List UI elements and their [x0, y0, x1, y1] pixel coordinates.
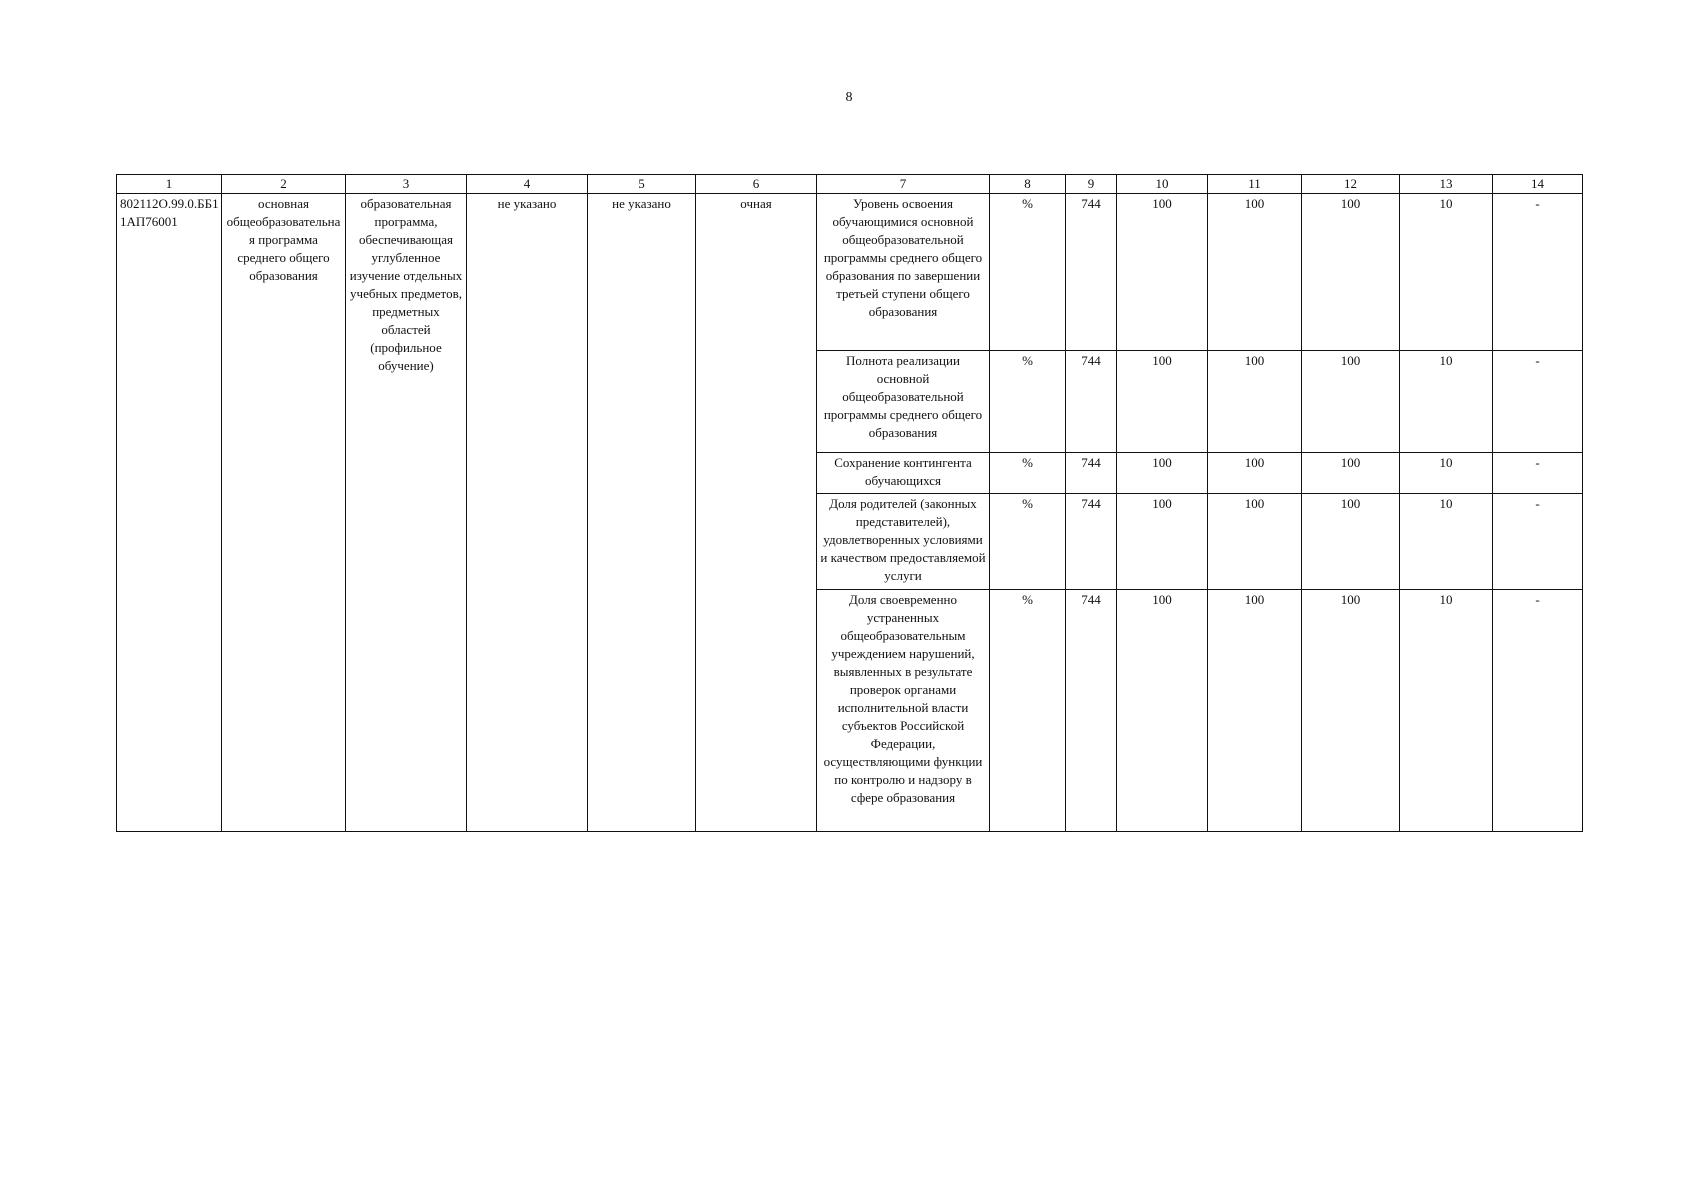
- note-cell: -: [1493, 351, 1583, 453]
- okei-code-cell: 744: [1066, 194, 1117, 351]
- column-number-row: [117, 175, 1583, 194]
- column-number-header: 3: [346, 175, 467, 194]
- education-form-cell: очная: [696, 194, 817, 832]
- column-number-header: 13: [1400, 175, 1493, 194]
- note-cell: -: [1493, 453, 1583, 494]
- program-name-cell: основная общеобразовательная программа среднего общего образования: [222, 194, 346, 832]
- column-number-header: 11: [1208, 175, 1302, 194]
- indicator-row: [117, 194, 1583, 351]
- page-number: 8: [845, 90, 853, 105]
- indicator-name-cell: Доля родителей (законных представителей), удовлетворенных условиями и качеством предоставляемой услуги: [817, 494, 990, 590]
- value-year-3-cell: 100: [1302, 494, 1400, 590]
- column-number-header: 5: [588, 175, 696, 194]
- okei-code-cell: 744: [1066, 453, 1117, 494]
- unit-cell: %: [990, 194, 1066, 351]
- allowed-deviation-cell: 10: [1400, 590, 1493, 832]
- column-number-header: 4: [467, 175, 588, 194]
- column-number-header: 6: [696, 175, 817, 194]
- value-year-2-cell: 100: [1208, 351, 1302, 453]
- value-year-1-cell: 100: [1117, 494, 1208, 590]
- column-number-header: 14: [1493, 175, 1583, 194]
- allowed-deviation-cell: 10: [1400, 453, 1493, 494]
- indicator-name-cell: Полнота реализации основной общеобразовательной программы среднего общего образования: [817, 351, 990, 453]
- indicator-name-cell: Уровень освоения обучающимися основной общеобразовательной программы среднего общего образования по завершении третьей ступени общего образования: [817, 194, 990, 351]
- program-kind-cell: образовательная программа, обеспечивающая углубленное изучение отдельных учебных предметов, предметных областей (профильное обучение): [346, 194, 467, 832]
- column-number-header: 1: [117, 175, 222, 194]
- okei-code-cell: 744: [1066, 351, 1117, 453]
- column-number-header: 7: [817, 175, 990, 194]
- note-cell: -: [1493, 194, 1583, 351]
- unit-cell: %: [990, 590, 1066, 832]
- column-number-header: 10: [1117, 175, 1208, 194]
- okei-code-cell: 744: [1066, 590, 1117, 832]
- allowed-deviation-cell: 10: [1400, 351, 1493, 453]
- registry-code-cell: 802112О.99.0.ББ11АП76001: [117, 194, 222, 832]
- column-5-cell: не указано: [588, 194, 696, 832]
- unit-cell: %: [990, 453, 1066, 494]
- value-year-3-cell: 100: [1302, 453, 1400, 494]
- value-year-1-cell: 100: [1117, 351, 1208, 453]
- allowed-deviation-cell: 10: [1400, 194, 1493, 351]
- column-number-header: 8: [990, 175, 1066, 194]
- value-year-3-cell: 100: [1302, 590, 1400, 832]
- column-number-header: 12: [1302, 175, 1400, 194]
- value-year-3-cell: 100: [1302, 194, 1400, 351]
- note-cell: -: [1493, 494, 1583, 590]
- indicator-name-cell: Доля своевременно устраненных общеобразовательным учреждением нарушений, выявленных в результате проверок органами исполнительной власти субъектов Российской Федерации, осуществляющими функции по контролю и надзору в сфере образования: [817, 590, 990, 832]
- value-year-1-cell: 100: [1117, 590, 1208, 832]
- unit-cell: %: [990, 494, 1066, 590]
- value-year-3-cell: 100: [1302, 351, 1400, 453]
- value-year-2-cell: 100: [1208, 494, 1302, 590]
- value-year-1-cell: 100: [1117, 194, 1208, 351]
- column-4-cell: не указано: [467, 194, 588, 832]
- allowed-deviation-cell: 10: [1400, 494, 1493, 590]
- okei-code-cell: 744: [1066, 494, 1117, 590]
- indicator-name-cell: Сохранение контингента обучающихся: [817, 453, 990, 494]
- value-year-2-cell: 100: [1208, 453, 1302, 494]
- value-year-1-cell: 100: [1117, 453, 1208, 494]
- note-cell: -: [1493, 590, 1583, 832]
- column-number-header: 9: [1066, 175, 1117, 194]
- unit-cell: %: [990, 351, 1066, 453]
- column-number-header: 2: [222, 175, 346, 194]
- value-year-2-cell: 100: [1208, 194, 1302, 351]
- service-quality-table: [116, 174, 1583, 832]
- value-year-2-cell: 100: [1208, 590, 1302, 832]
